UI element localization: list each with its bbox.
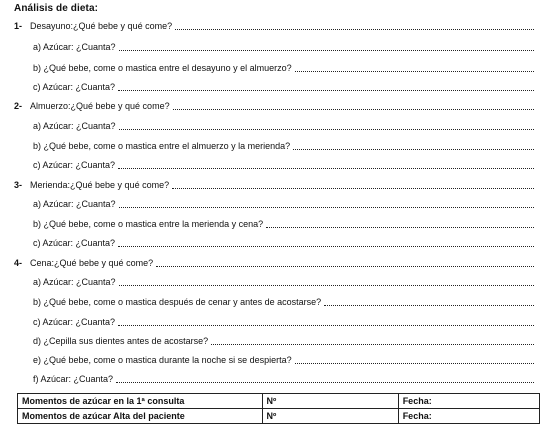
sub-item bbox=[33, 374, 534, 385]
answer-line[interactable] bbox=[156, 265, 534, 267]
answer-line[interactable] bbox=[118, 167, 534, 169]
answer-line[interactable] bbox=[324, 304, 534, 306]
sub-item bbox=[33, 42, 534, 53]
question-lunch bbox=[14, 101, 534, 112]
answer-line[interactable] bbox=[175, 28, 534, 30]
sub-item-text: b) ¿Qué bebe, come o mastica entre el almuerzo y la merienda? bbox=[33, 141, 291, 151]
answer-line[interactable] bbox=[211, 343, 534, 345]
question-number: 3- bbox=[14, 180, 23, 190]
sub-item-text: a) Azúcar: ¿Cuanta? bbox=[33, 277, 116, 287]
sub-item-text: b) ¿Qué bebe, come o mastica después de cenar y antes de acostarse? bbox=[33, 297, 322, 307]
sub-item-text: b) ¿Qué bebe, come o mastica entre la merienda y cena? bbox=[33, 219, 264, 229]
sub-item bbox=[33, 277, 534, 288]
question-breakfast bbox=[14, 21, 534, 32]
sub-item-text: a) Azúcar: ¿Cuanta? bbox=[33, 42, 116, 52]
sub-item-text: c) Azúcar: ¿Cuanta? bbox=[33, 317, 116, 327]
answer-line[interactable] bbox=[118, 245, 534, 247]
answer-line[interactable] bbox=[266, 226, 534, 228]
answer-line[interactable] bbox=[119, 128, 534, 130]
sub-item bbox=[33, 63, 534, 74]
answer-line[interactable] bbox=[119, 49, 534, 51]
sub-item-text: b) ¿Qué bebe, come o mastica entre el desayuno y el almuerzo? bbox=[33, 63, 292, 73]
sub-item-text: d) ¿Cepilla sus dientes antes de acostarse? bbox=[33, 336, 209, 346]
sub-item-text: a) Azúcar: ¿Cuanta? bbox=[33, 199, 116, 209]
sub-item bbox=[33, 82, 534, 93]
sub-item bbox=[33, 297, 534, 308]
table-row bbox=[18, 394, 540, 409]
sub-item bbox=[33, 336, 534, 347]
sub-item bbox=[33, 121, 534, 132]
answer-line[interactable] bbox=[295, 362, 534, 364]
answer-line[interactable] bbox=[118, 89, 534, 91]
answer-line[interactable] bbox=[293, 148, 534, 150]
number-field[interactable]: Nº bbox=[262, 394, 398, 409]
question-number: 1- bbox=[14, 21, 23, 31]
question-dinner bbox=[14, 258, 534, 269]
answer-line[interactable] bbox=[173, 108, 534, 110]
question-number: 2- bbox=[14, 101, 23, 111]
sub-item bbox=[33, 199, 534, 210]
sub-item-text: a) Azúcar: ¿Cuanta? bbox=[33, 121, 116, 131]
answer-line[interactable] bbox=[295, 70, 534, 72]
table-row bbox=[18, 409, 540, 424]
row-label: Momentos de azúcar en la 1ª consulta bbox=[18, 394, 263, 409]
sub-item bbox=[33, 317, 534, 328]
sub-item bbox=[33, 219, 534, 230]
sub-item-text: c) Azúcar: ¿Cuanta? bbox=[33, 238, 116, 248]
question-text: Desayuno:¿Qué bebe y qué come? bbox=[30, 21, 173, 31]
date-field[interactable]: Fecha: bbox=[398, 394, 539, 409]
sub-item bbox=[33, 160, 534, 171]
sub-item bbox=[33, 141, 534, 152]
sub-item bbox=[33, 355, 534, 366]
question-text: Almuerzo:¿Qué bebe y qué come? bbox=[30, 101, 170, 111]
date-field[interactable]: Fecha: bbox=[398, 409, 539, 424]
answer-line[interactable] bbox=[119, 284, 534, 286]
answer-line[interactable] bbox=[172, 187, 534, 189]
sub-item-text: c) Azúcar: ¿Cuanta? bbox=[33, 82, 116, 92]
sugar-moments-table bbox=[17, 393, 540, 424]
sub-item bbox=[33, 238, 534, 249]
answer-line[interactable] bbox=[116, 381, 534, 383]
sub-item-text: f) Azúcar: ¿Cuanta? bbox=[33, 374, 114, 384]
question-number: 4- bbox=[14, 258, 23, 268]
number-field[interactable]: Nº bbox=[262, 409, 398, 424]
question-text: Cena:¿Qué bebe y qué come? bbox=[30, 258, 154, 268]
sub-item-text: c) Azúcar: ¿Cuanta? bbox=[33, 160, 116, 170]
form-title: Análisis de dieta: bbox=[14, 3, 99, 14]
answer-line[interactable] bbox=[118, 324, 534, 326]
row-label: Momentos de azúcar Alta del paciente bbox=[18, 409, 263, 424]
sub-item-text: e) ¿Qué bebe, come o mastica durante la noche si se despierta? bbox=[33, 355, 292, 365]
question-snack bbox=[14, 180, 534, 191]
question-text: Merienda:¿Qué bebe y qué come? bbox=[30, 180, 170, 190]
answer-line[interactable] bbox=[119, 206, 534, 208]
